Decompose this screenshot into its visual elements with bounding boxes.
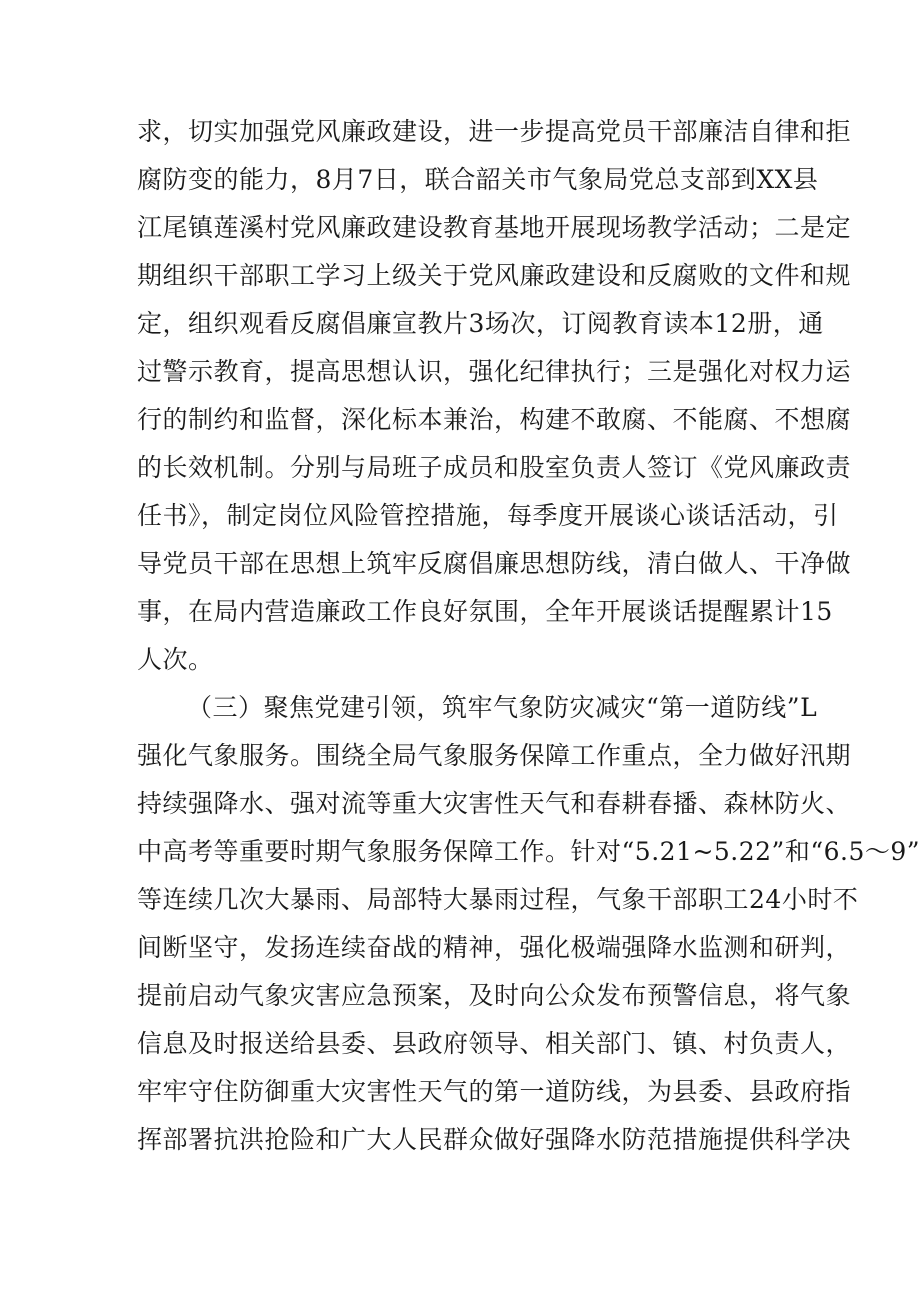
paragraph-line: 等连续几次大暴雨、局部特大暴雨过程，气象干部职工24小时不 <box>137 885 859 914</box>
paragraph-line: 信息及时报送给县委、县政府领导、相关部门、镇、村负责人， <box>137 1029 852 1058</box>
paragraph-line: 人次。 <box>137 645 214 674</box>
paragraph-line: 期组织干部职工学习上级关于党风廉政建设和反腐败的文件和规 <box>137 261 852 290</box>
paragraph-line: 的长效机制。分别与局班子成员和股室负责人签订《党风廉政责 <box>137 453 852 482</box>
paragraph-line: 提前启动气象灾害应急预案，及时向公众发布预警信息，将气象 <box>137 981 852 1010</box>
paragraph-line: 中高考等重要时期气象服务保障工作。针对“5.21~5.22”和“6.5～9” <box>137 837 920 866</box>
paragraph-line: 腐防变的能力，8月7日，联合韶关市气象局党总支部到XX县 <box>137 165 819 194</box>
paragraph-line: 导党员干部在思想上筑牢反腐倡廉思想防线，清白做人、干净做 <box>137 549 852 578</box>
paragraph-line: 求，切实加强党风廉政建设，进一步提高党员干部廉洁自律和拒 <box>137 117 852 146</box>
paragraph-line: 任书》，制定岗位风险管控措施，每季度开展谈心谈话活动，引 <box>137 501 839 530</box>
paragraph-line: 强化气象服务。围绕全局气象服务保障工作重点，全力做好汛期 <box>137 741 852 770</box>
paragraph-line: 挥部署抗洪抢险和广大人民群众做好强降水防范措施提供科学决 <box>137 1125 852 1154</box>
paragraph-line: 事，在局内营造廉政工作良好氛围，全年开展谈话提醒累计15 <box>137 597 833 626</box>
paragraph-line: 间断坚守，发扬连续奋战的精神，强化极端强降水监测和研判， <box>137 933 852 962</box>
paragraph-line: 过警示教育，提高思想认识，强化纪律执行；三是强化对权力运 <box>137 357 852 386</box>
paragraph-line: 江尾镇莲溪村党风廉政建设教育基地开展现场教学活动；二是定 <box>137 213 852 242</box>
paragraph-line: 牢牢守住防御重大灾害性天气的第一道防线，为县委、县政府指 <box>137 1077 852 1106</box>
paragraph-line: 行的制约和监督，深化标本兼治，构建不敢腐、不能腐、不想腐 <box>137 405 852 434</box>
paragraph-line: 定，组织观看反腐倡廉宣教片3场次，订阅教育读本12册，通 <box>137 309 824 338</box>
paragraph-line: 持续强降水、强对流等重大灾害性天气和春耕春播、森林防火、 <box>137 789 852 818</box>
section-heading-line: （三）聚焦党建引领，筑牢气象防灾减灾“第一道防线”L <box>187 693 818 722</box>
